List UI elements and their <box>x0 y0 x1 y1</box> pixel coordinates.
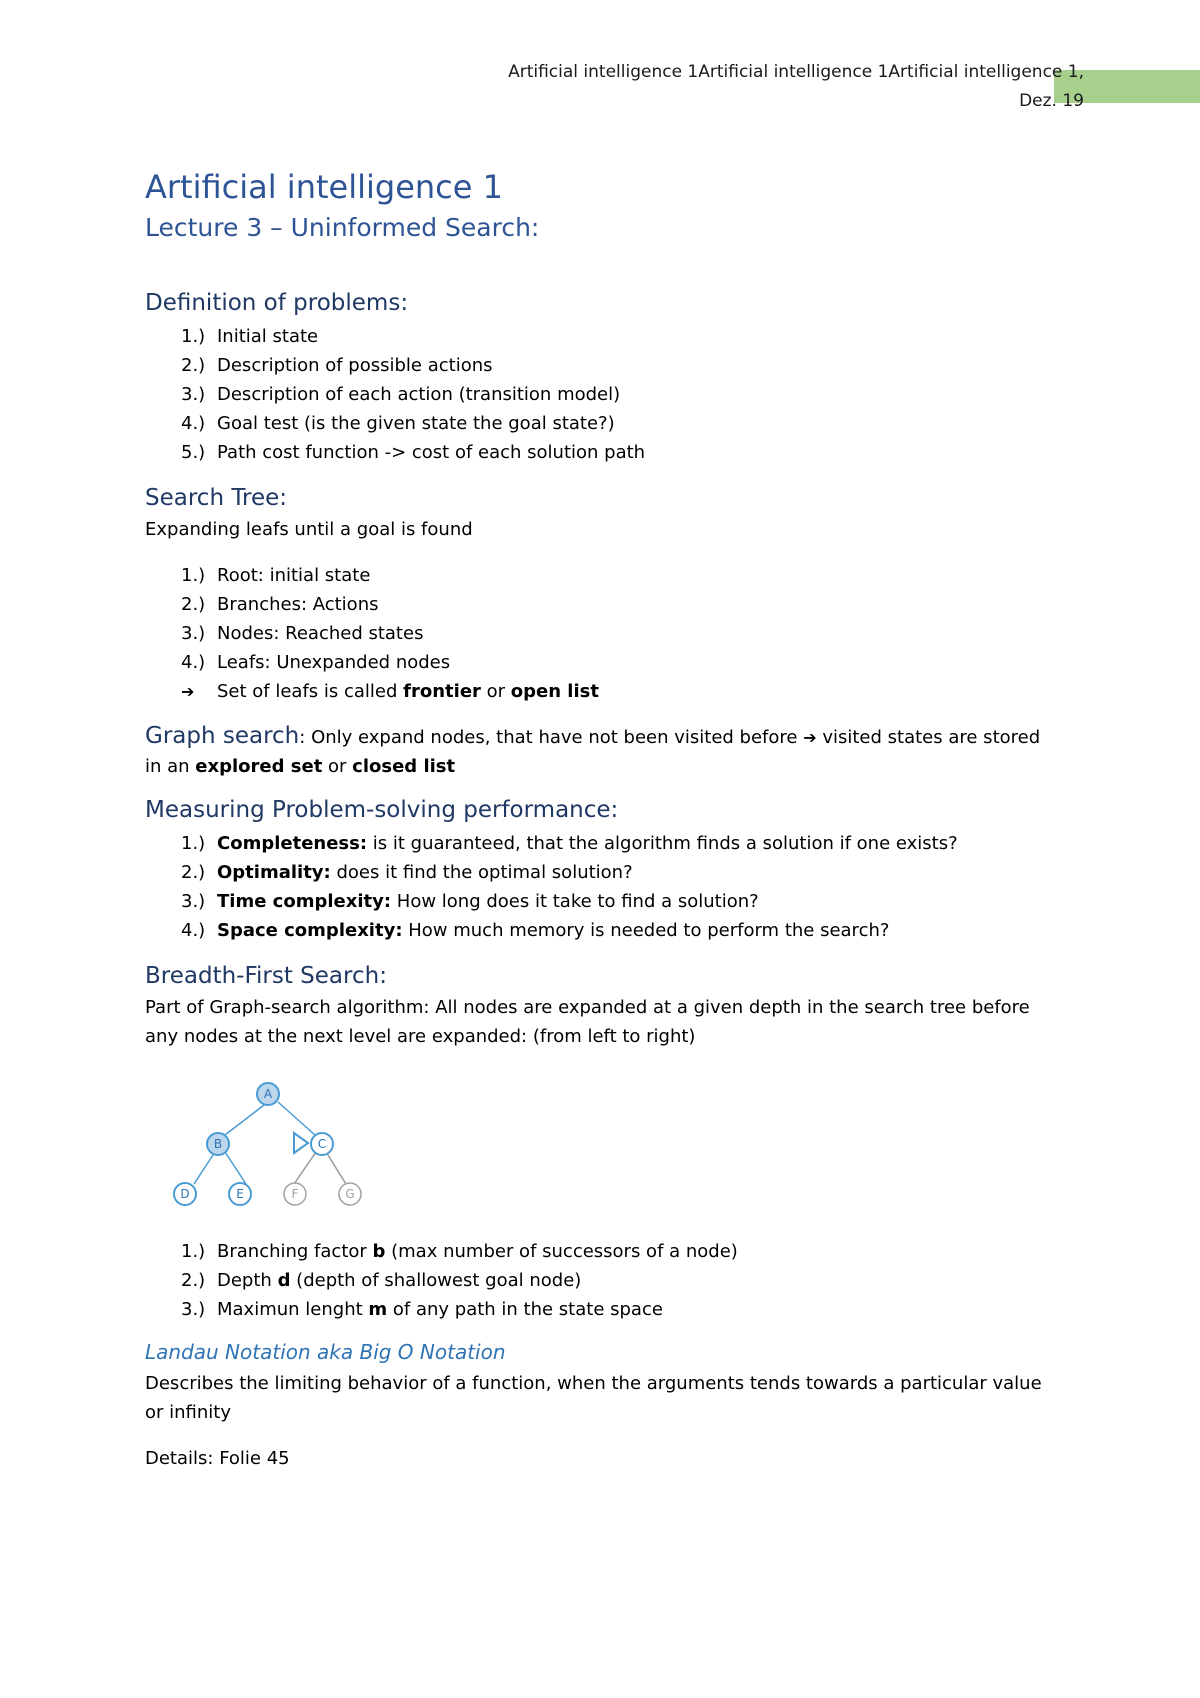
heading-definition: Definition of problems: <box>145 290 409 316</box>
tree-node-label: A <box>263 1087 273 1101</box>
tree-node-label: B <box>213 1137 223 1151</box>
heading-landau: Landau Notation aka Big O Notation <box>145 1340 506 1364</box>
document-page: Artificial intelligence 1Artificial intelligence 1Artificial intelligence 1, Dez. 19 Artificial intelligence 1 Lecture 3 – Uninformed Search: Definition of problems: 1.) Initial state 2.) Description of possible actions 3.) Description of each action (transition model) 4.) Goal test (is the given state the goal state?) 5.) Path cost function -> cost of each solution path Search Tree: Expanding leafs until a goal is found 1.) Root: initial state 2.) Branches: Actions 3.) Nodes: Reached states 4.) Leafs: Unexpanded nodes ➔ Set of leafs is called frontier or open list Graph search: Only expand nodes, that have not been visited before ➔ visited states are stored in an explored set or closed list Measuring Problem-solving performance: 1.) Completeness: is it guaranteed, that the algorithm finds a solution if one exists? 2.) Optimality: does it find the optimal solution? 3.) Time complexity: How long does it take to find a solution? 4.) Space complexity: How much memory is needed to perform the search? Breadth-First Search: Part of Graph-search algorithm: All nodes are expanded at a given depth in the search tree before any nodes at the next level are expanded: (from left to right) A B C D E F G 1.) Branching factor b (max number of successors of a node) 2.) Depth d (depth of shallowest goal node) 3.) Maximun lenght m of any path in the state space Landau Notation aka Big O Notation Describes the limiting behavior of a function, when the arguments tends towards a particular value or infinity Details: Folie 45 <box>0 0 1200 1698</box>
landau-paragraph: Describes the limiting behavior of a function, when the arguments tends towards a particular value or infinity <box>145 1373 1042 1423</box>
right-arrow-icon: ➔ <box>803 728 817 747</box>
heading-measuring: Measuring Problem-solving performance: <box>145 797 619 823</box>
graph-search-paragraph: Graph search: Only expand nodes, that have not been visited before ➔ visited states are stored in an explored set or closed list <box>145 723 1041 777</box>
document-title: Artificial intelligence 1 <box>145 168 503 206</box>
edge-c-g <box>326 1152 346 1184</box>
landau-details: Details: Folie 45 <box>145 1448 290 1469</box>
edge-b-e <box>225 1152 246 1184</box>
edge-a-b <box>225 1102 268 1135</box>
edge-a-c <box>278 1102 315 1135</box>
tree-node-label: G <box>345 1187 355 1201</box>
edge-c-f <box>294 1152 316 1184</box>
tree-node-label: D <box>180 1187 190 1201</box>
bfs-tree-diagram <box>170 1078 370 1213</box>
heading-bfs: Breadth-First Search: <box>145 963 387 989</box>
document-subtitle: Lecture 3 – Uninformed Search: <box>145 213 540 242</box>
heading-search-tree: Search Tree: <box>145 485 287 511</box>
frontier-pointer-icon <box>294 1133 308 1153</box>
heading-graph-search: Graph search <box>145 723 300 749</box>
running-header-title: Artificial intelligence 1Artificial intelligence 1Artificial intelligence 1, <box>508 62 1084 82</box>
running-header-date: Dez. 19 <box>1019 91 1084 111</box>
search-tree-intro: Expanding leafs until a goal is found <box>145 519 473 540</box>
right-arrow-icon: ➔ <box>181 682 195 701</box>
tree-node-label: F <box>291 1187 299 1201</box>
tree-node-label: C <box>317 1137 327 1151</box>
bfs-paragraph: Part of Graph-search algorithm: All nodes are expanded at a given depth in the search tree before any nodes at the next level are expanded: (from left to right) <box>145 997 1030 1047</box>
edge-b-d <box>194 1152 215 1184</box>
tree-node-label: E <box>236 1187 244 1201</box>
